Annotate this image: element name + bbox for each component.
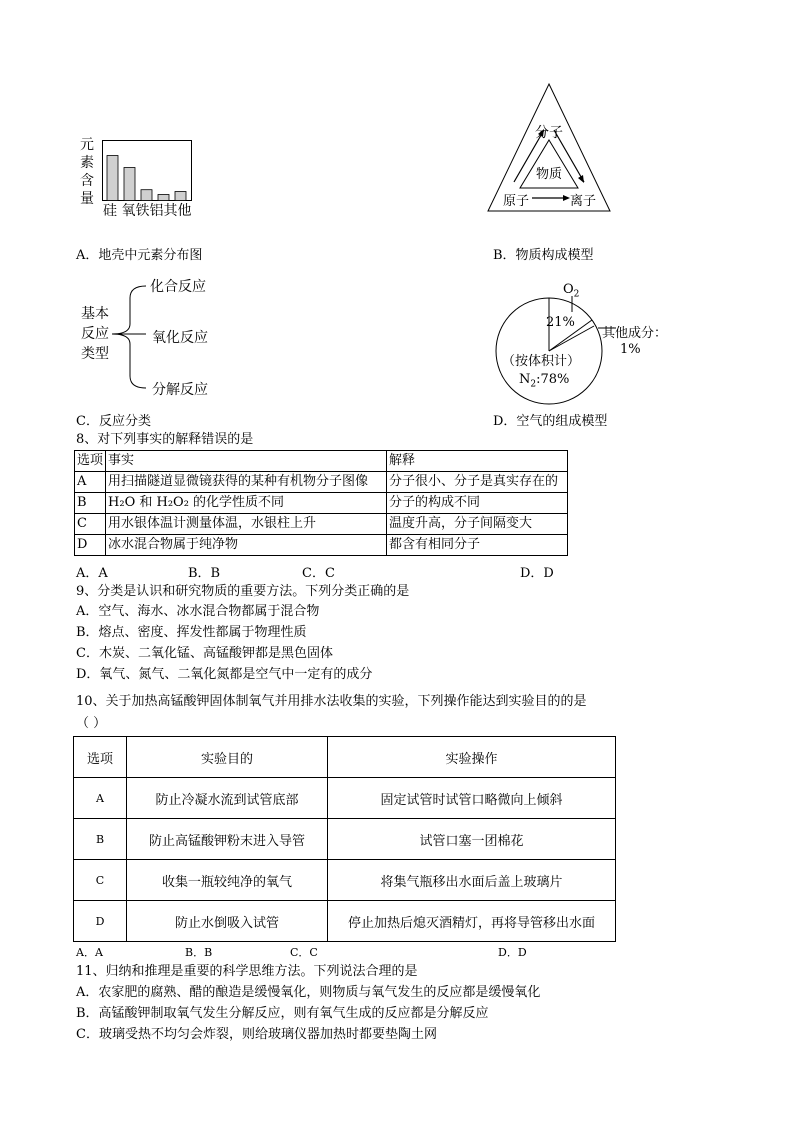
figure-b-left: 原子 [503, 194, 530, 209]
table-cell: D [75, 535, 106, 556]
figure-c-caption: C．反应分类 [76, 414, 151, 429]
table-row [74, 901, 616, 942]
figure-a-xlabels: 硅 氧铁铝其他 [103, 203, 192, 219]
figure-b-top: 分子 [535, 125, 563, 141]
table-row [75, 535, 568, 556]
figure-c-item: 氧化反应 [152, 330, 208, 346]
table-cell: 防止水倒吸入试管 [127, 901, 328, 942]
figure-c-brace [108, 280, 152, 392]
question-8-table [74, 450, 568, 556]
choice-a[interactable]: A．A [76, 566, 108, 581]
table-row [75, 514, 568, 535]
answer-paren: （ ） [76, 716, 107, 731]
figure-b-right: 离子 [570, 194, 597, 209]
bar-mark [141, 190, 152, 201]
table-cell: 分子很小、分子是真实存在的 [387, 472, 568, 493]
figure-b-caption: B．物质构成模型 [493, 248, 594, 263]
option-c[interactable]: C．木炭、二氧化锰、高锰酸钾都是黑色固体 [76, 646, 333, 661]
table-cell: A [74, 778, 127, 819]
figure-c-item: 分解反应 [152, 382, 208, 398]
ylabel-char: 量 [80, 191, 94, 207]
table-row [75, 472, 568, 493]
table-header-row [74, 737, 616, 778]
table-cell: C [75, 514, 106, 535]
option-a[interactable]: A．农家肥的腐熟、醋的酿造是缓慢氧化，则物质与氧气发生的反应都是缓慢氧化 [76, 985, 541, 1000]
table-header-cell: 解释 [387, 451, 568, 472]
figure-b-center: 物质 [536, 167, 563, 182]
figure-d-o2: $O_2$ [563, 282, 580, 300]
question-11-stem: 11、归纳和推理是重要的科学思维方法。下列说法合理的是 [76, 964, 418, 979]
figure-d-n2: $N_2:78\%$ [519, 372, 570, 390]
figure-d-basis: （按体积计） [502, 354, 581, 369]
table-cell: 都含有相同分子 [387, 535, 568, 556]
bar-mark [107, 156, 118, 201]
table-cell: 防止冷凝水流到试管底部 [127, 778, 328, 819]
question-9-stem: 9、分类是认识和研究物质的重要方法。下列分类正确的是 [76, 584, 410, 599]
table-cell: 试管口塞一团棉花 [328, 819, 616, 860]
table-cell: A [75, 472, 106, 493]
option-a[interactable]: A．空气、海水、冰水混合物都属于混合物 [76, 604, 320, 619]
option-c[interactable]: C．玻璃受热不均匀会炸裂，则给玻璃仪器加热时都要垫陶土网 [76, 1027, 437, 1042]
table-cell: 防止高锰酸钾粉末进入导管 [127, 819, 328, 860]
option-b[interactable]: B．高锰酸钾制取氧气发生分解反应，则有氧气生成的反应都是分解反应 [76, 1006, 489, 1021]
table-header-cell: 选项 [75, 451, 106, 472]
table-cell: 冰水混合物属于纯净物 [106, 535, 387, 556]
table-row [74, 778, 616, 819]
question-10-stem: 10、关于加热高锰酸钾固体制氧气并用排水法收集的实验，下列操作能达到实验目的的是 [76, 694, 587, 709]
figure-c-root [81, 304, 109, 364]
table-cell: 收集一瓶较纯净的氧气 [127, 860, 328, 901]
question-8-stem: 8、对下列事实的解释错误的是 [76, 432, 254, 447]
table-cell: 分子的构成不同 [387, 493, 568, 514]
figure-d-caption: D．空气的组成模型 [493, 414, 608, 429]
choice-c[interactable]: C．C [302, 566, 335, 581]
choice-a[interactable]: A．A [76, 946, 103, 959]
table-header-cell: 选项 [74, 737, 127, 778]
figure-d-other-pct: 1% [620, 342, 641, 357]
table-header-cell: 实验操作 [328, 737, 616, 778]
figure-d-other-label: 其他成分： [602, 326, 668, 341]
ylabel-char: 素 [80, 155, 94, 171]
table-cell: 停止加热后熄灭酒精灯，再将导管移出水面 [328, 901, 616, 942]
table-cell: D [74, 901, 127, 942]
table-cell: B [75, 493, 106, 514]
table-header-cell: 实验目的 [127, 737, 328, 778]
choice-d[interactable]: D．D [520, 566, 554, 581]
root-line: 类型 [81, 346, 109, 362]
figure-a-caption: A．地壳中元素分布图 [76, 248, 203, 263]
ylabel-char: 元 [80, 137, 94, 153]
table-header-row [75, 451, 568, 472]
root-line: 基本 [81, 306, 109, 322]
table-cell: H₂O 和 H₂O₂ 的化学性质不同 [106, 493, 387, 514]
table-cell: C [74, 860, 127, 901]
question-10-table [73, 736, 616, 942]
table-row [74, 819, 616, 860]
table-header-cell: 事实 [106, 451, 387, 472]
figure-a-ylabel [80, 136, 96, 208]
choice-c[interactable]: C．C [290, 946, 318, 959]
choice-b[interactable]: B．B [188, 566, 221, 581]
table-cell: 用扫描隧道显微镜获得的某种有机物分子图像 [106, 472, 387, 493]
figure-c-item: 化合反应 [150, 279, 206, 295]
root-line: 反应 [81, 326, 109, 342]
choice-b[interactable]: B．B [185, 946, 213, 959]
figure-a-chart [102, 140, 192, 202]
option-b[interactable]: B．熔点、密度、挥发性都属于物理性质 [76, 625, 307, 640]
bar-mark [124, 168, 135, 201]
option-d[interactable]: D．氧气、氮气、二氧化氮都是空气中一定有的成分 [76, 667, 373, 682]
ylabel-char: 含 [80, 173, 94, 189]
table-cell: 温度升高，分子间隔变大 [387, 514, 568, 535]
table-cell: 固定试管时试管口略微向上倾斜 [328, 778, 616, 819]
table-cell: B [74, 819, 127, 860]
choice-d[interactable]: D．D [498, 946, 527, 959]
figure-d-o2-pct: 21% [546, 315, 575, 330]
table-cell: 用水银体温计测量体温，水银柱上升 [106, 514, 387, 535]
table-row [74, 860, 616, 901]
table-row [75, 493, 568, 514]
table-cell: 将集气瓶移出水面后盖上玻璃片 [328, 860, 616, 901]
